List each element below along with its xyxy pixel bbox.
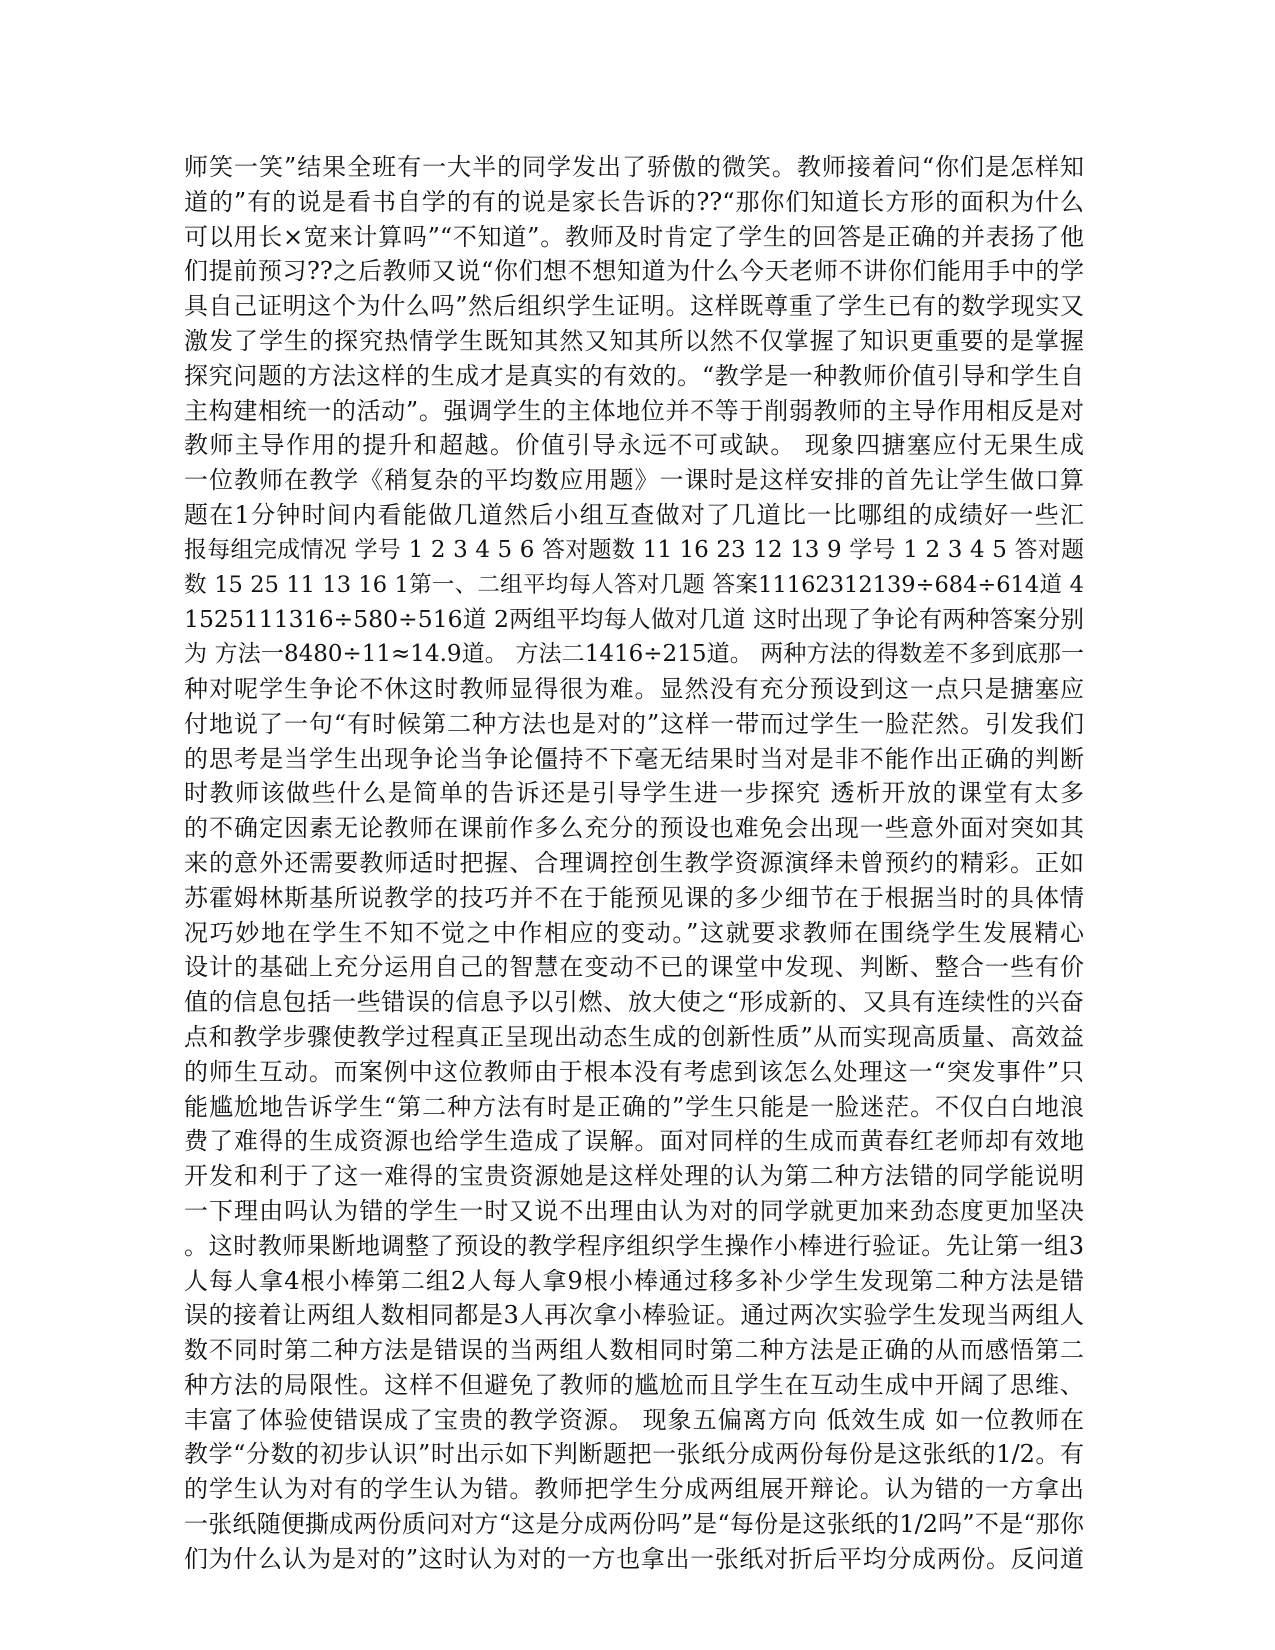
text-line: 主构建相统一的活动”。强调学生的主体地位并不等于削弱教师的主导作用相反是对 (184, 396, 1084, 425)
body-text (184, 150, 1084, 1577)
text-line: 能尴尬地告诉学生“第二种方法有时是正确的”学生只能是一脸迷茫。不仅白白地浪 (184, 1092, 1084, 1121)
text-line: 的不确定因素无论教师在课前作多么充分的预设也难免会出现一些意外面对突如其 (184, 814, 1084, 843)
text-line: 误的接着让两组人数相同都是3人再次拿小棒验证。通过两次实验学生发现当两组人 (184, 1301, 1084, 1330)
text-line: 种方法的局限性。这样不但避免了教师的尴尬而且学生在互动生成中开阔了思维、 (184, 1370, 1084, 1399)
text-line: 的学生认为对有的学生认为错。教师把学生分成两组展开辩论。认为错的一方拿出 (184, 1475, 1084, 1504)
text-line: 开发和利于了这一难得的宝贵资源她是这样处理的认为第二种方法错的同学能说明 (184, 1162, 1084, 1191)
text-line: 来的意外还需要教师适时把握、合理调控创生教学资源演绎未曾预约的精彩。正如 (184, 848, 1084, 877)
text-line: 苏霍姆林斯基所说教学的技巧并不在于能预见课的多少细节在于根据当时的具体情 (184, 883, 1084, 912)
text-line: 可以用长×宽来计算吗”“不知道”。教师及时肯定了学生的回答是正确的并表扬了他 (184, 222, 1084, 251)
text-line: 道的”有的说是看书自学的有的说是家长告诉的??“那你们知道长方形的面积为什么 (184, 187, 1084, 216)
text-line: 们为什么认为是对的”这时认为对的一方也拿出一张纸对折后平均分成两份。反问道 (184, 1544, 1084, 1573)
text-line: 激发了学生的探究热情学生既知其然又知其所以然不仅掌握了知识更重要的是掌握 (184, 326, 1084, 355)
text-line: 们提前预习??之后教师又说“你们想不想知道为什么今天老师不讲你们能用手中的学 (184, 257, 1084, 286)
text-line: 教学“分数的初步认识”时出示如下判断题把一张纸分成两份每份是这张纸的1/2。有 (184, 1440, 1084, 1469)
text-line: 为 方法一8480÷11≈14.9道。 方法二1416÷215道。 两种方法的得数差不多到底那一 (184, 641, 1084, 668)
text-line: 数不同时第二种方法是错误的当两组人数相同时第二种方法是正确的从而感悟第二 (184, 1336, 1084, 1365)
text-line: 具自己证明这个为什么吗”然后组织学生证明。这样既尊重了学生已有的数学现实又 (184, 292, 1084, 321)
text-line: 报每组完成情况 学号 1 2 3 4 5 6 答对题数 11 16 23 12 13 9 学号 1 2 3 4 5 答对题 (184, 536, 1084, 563)
text-line: 一下理由吗认为错的学生一时又说不出理由认为对的同学就更加来劲态度更加坚决 (184, 1196, 1084, 1225)
text-line: 付地说了一句“有时候第二种方法也是对的”这样一带而过学生一脸茫然。引发我们 (184, 709, 1084, 738)
text-line: 一位教师在教学《稍复杂的平均数应用题》一课时是这样安排的首先让学生做口算 (184, 466, 1084, 495)
text-line: 时教师该做些什么是简单的告诉还是引导学生进一步探究 透析开放的课堂有太多 (184, 779, 1084, 808)
text-line: 况巧妙地在学生不知不觉之中作相应的变动。”这就要求教师在围绕学生发展精心 (184, 918, 1084, 947)
text-line: 一张纸随便撕成两份质问对方“这是分成两份吗”是“每份是这张纸的1/2吗”不是“那你 (184, 1510, 1084, 1539)
text-line: 探究问题的方法这样的生成才是真实的有效的。“教学是一种教师价值引导和学生自 (184, 361, 1084, 390)
text-line: 费了难得的生成资源也给学生造成了误解。面对同样的生成而黄春红老师却有效地 (184, 1127, 1084, 1156)
text-line: 师笑一笑”结果全班有一大半的同学发出了骄傲的微笑。教师接着问“你们是怎样知 (184, 153, 1084, 181)
text-line: 的师生互动。而案例中这位教师由于根本没有考虑到该怎么处理这一“突发事件”只 (184, 1057, 1084, 1086)
text-line: 丰富了体验使错误成了宝贵的教学资源。 现象五偏离方向 低效生成 如一位教师在 (184, 1405, 1084, 1434)
text-line: 点和教学步骤使教学过程真正呈现出动态生成的创新性质”从而实现高质量、高效益 (184, 1022, 1084, 1051)
text-line: 。这时教师果断地调整了预设的教学程序组织学生操作小棒进行验证。先让第一组3 (184, 1231, 1084, 1260)
text-line: 值的信息包括一些错误的信息予以引燃、放大使之“形成新的、又具有连续性的兴奋 (184, 988, 1084, 1017)
text-line: 数 15 25 11 13 16 1第一、二组平均每人答对几题 答案11162312139÷684÷614道 4 (184, 571, 1084, 598)
text-line: 的思考是当学生出现争论当争论僵持不下毫无结果时当对是非不能作出正确的判断 (184, 744, 1084, 773)
text-line: 种对呢学生争论不休这时教师显得很为难。显然没有充分预设到这一点只是搪塞应 (184, 674, 1084, 703)
text-line: 人每人拿4根小棒第二组2人每人拿9根小棒通过移多补少学生发现第二种方法是错 (184, 1266, 1084, 1295)
text-line: 题在1分钟时间内看能做几道然后小组互查做对了几道比一比哪组的成绩好一些汇 (184, 500, 1084, 529)
text-line: 设计的基础上充分运用自己的智慧在变动不已的课堂中发现、判断、整合一些有价 (184, 953, 1084, 982)
text-line: 教师主导作用的提升和超越。价值引导永远不可或缺。 现象四搪塞应付无果生成 (184, 431, 1084, 460)
text-line: 1525111316÷580÷516道 2两组平均每人做对几道 这时出现了争论有两种答案分别 (184, 605, 1084, 634)
